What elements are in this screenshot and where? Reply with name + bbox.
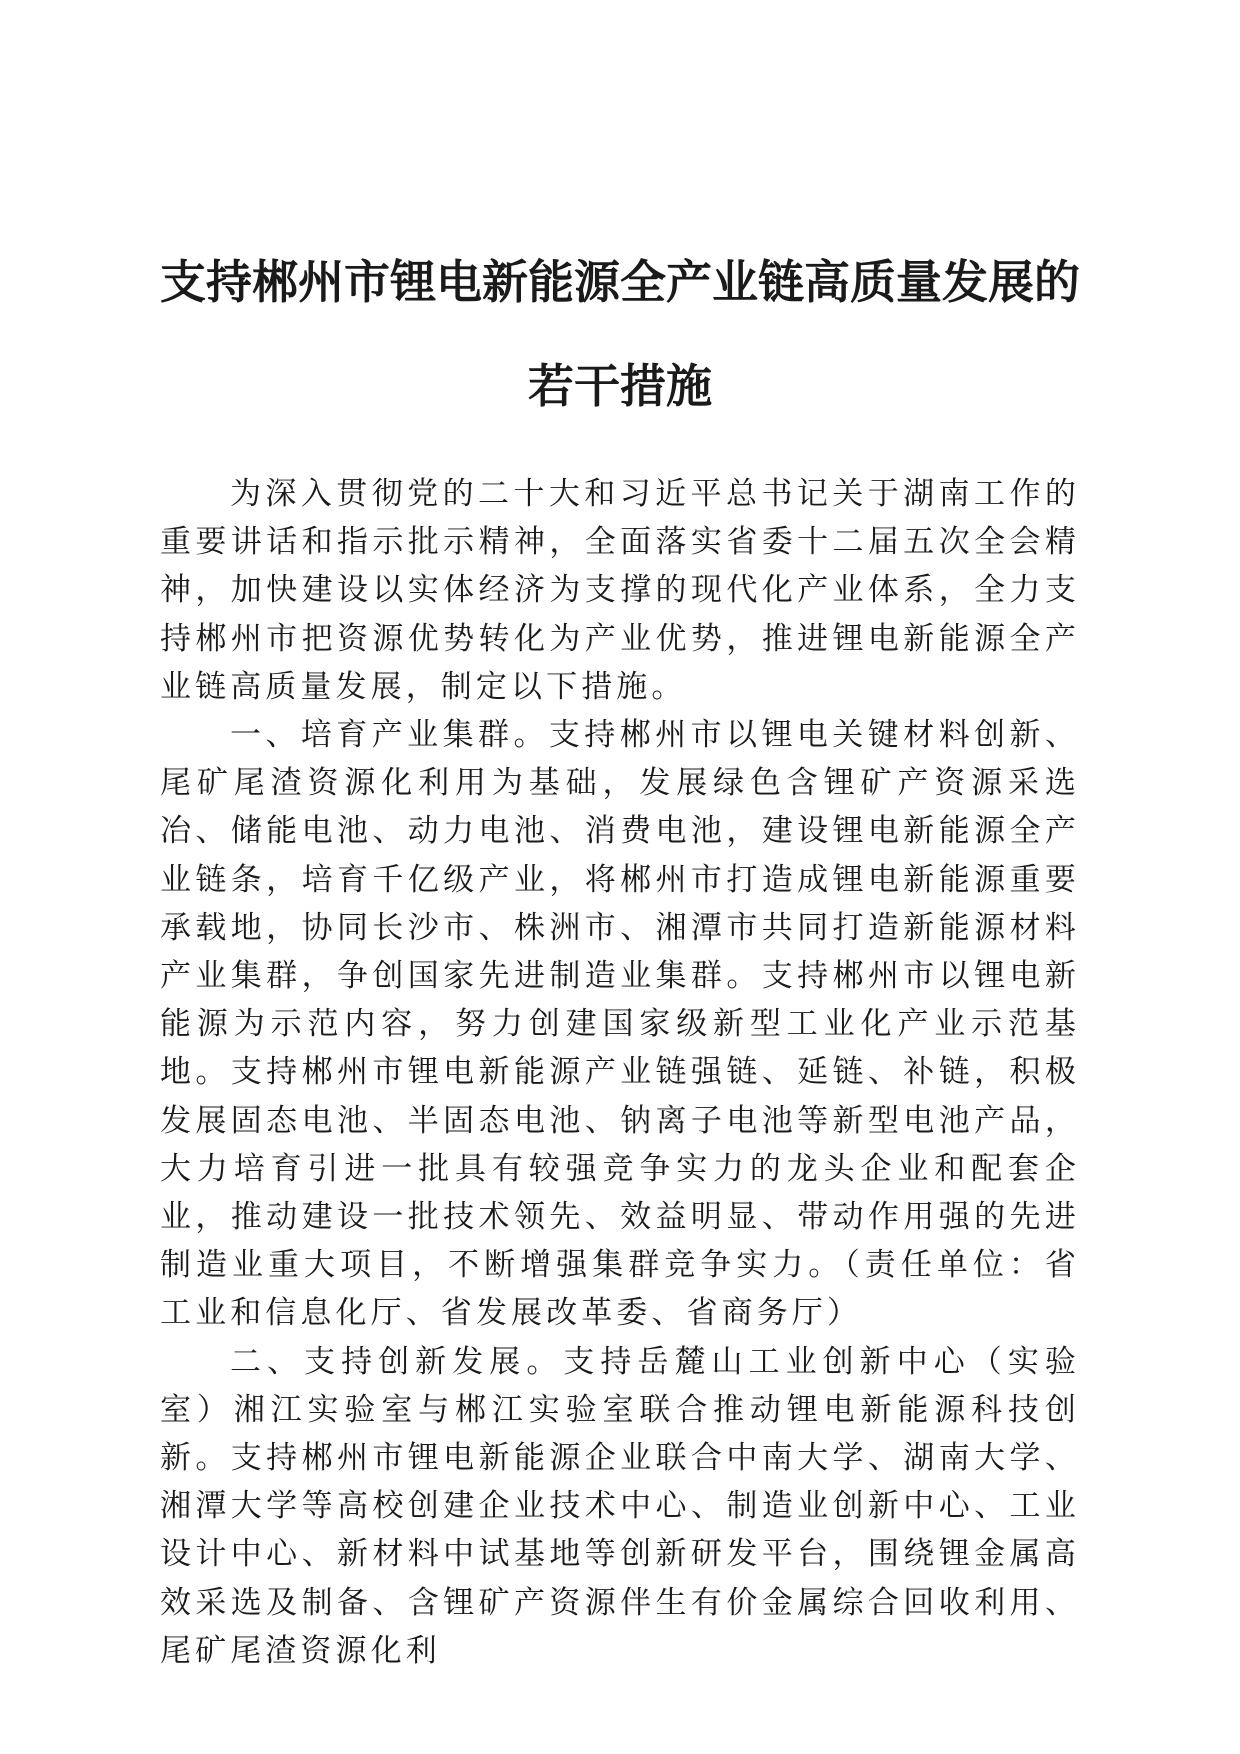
document-body [160,470,1080,1675]
measure-2-paragraph: 二、支持创新发展。支持岳麓山工业创新中心（实验室）湘江实验室与郴江实验室联合推动锂电新能源科技创新。支持郴州市锂电新能源企业联合中南大学、湖南大学、湘潭大学等高校创建企业技术中心、制造业创新中心、工业设计中心、新材料中试基地等创新研发平台，围绕锂金属高效采选及制备、含锂矿产资源伴生有价金属综合回收利用、尾矿尾渣资源化利 [160,1343,1080,1669]
document-title-line-1: 支持郴州市锂电新能源全产业链高质量发展的 [160,255,1080,309]
measure-1-paragraph: 一、培育产业集群。支持郴州市以锂电关键材料创新、尾矿尾渣资源化利用为基础，发展绿色含锂矿产资源采选冶、储能电池、动力电池、消费电池，建设锂电新能源全产业链条，培育千亿级产业，将郴州市打造成锂电新能源重要承载地，协同长沙市、株洲市、湘潭市共同打造新能源材料产业集群，争创国家先进制造业集群。支持郴州市以锂电新能源为示范内容，努力创建国家级新型工业化产业示范基地。支持郴州市锂电新能源产业链强链、延链、补链，积极发展固态电池、半固态电池、钠离子电池等新型电池产品，大力培育引进一批具有较强竞争实力的龙头企业和配套企业，推动建设一批技术领先、效益明显、带动作用强的先进制造业重大项目，不断增强集群竞争实力。（责任单位：省工业和信息化厅、省发展改革委、省商务厅） [160,717,1080,1332]
document-title-line-2: 若干措施 [528,359,712,413]
intro-paragraph: 为深入贯彻党的二十大和习近平总书记关于湖南工作的重要讲话和指示批示精神，全面落实省委十二届五次全会精神，加快建设以实体经济为支撑的现代化产业体系，全力支持郴州市把资源优势转化为产业优势，推进锂电新能源全产业链高质量发展，制定以下措施。 [160,476,1080,705]
